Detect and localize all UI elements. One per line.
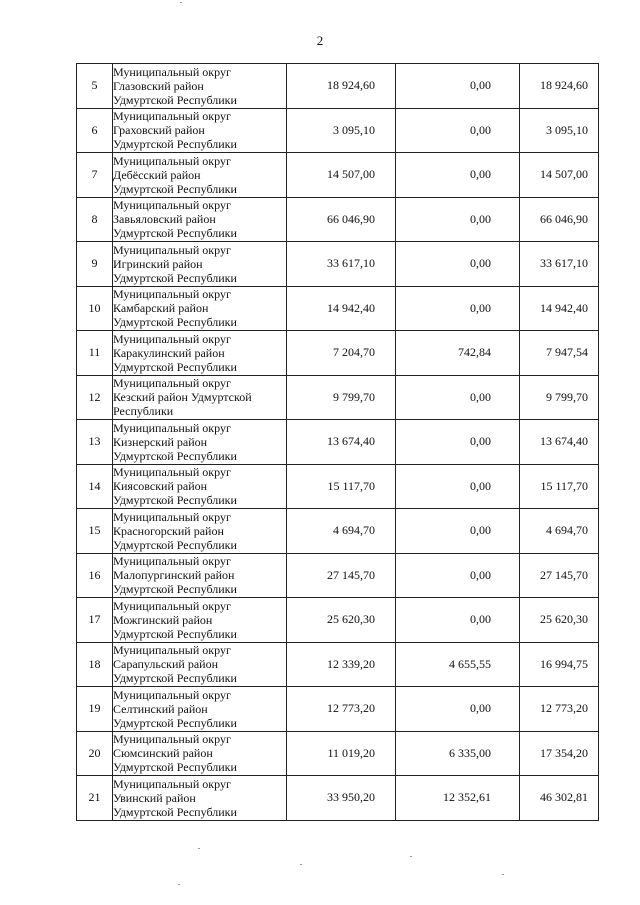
district-name-line: Республики — [113, 404, 174, 419]
row-number: 21 — [77, 776, 113, 821]
district-name-line: Удмуртской Республики — [113, 92, 237, 107]
district-name-line: Дебёсский район — [113, 167, 201, 182]
amount-cell-1: 11 019,20 — [287, 731, 396, 776]
amount-cell-1: 66 046,90 — [287, 197, 396, 242]
district-name-cell — [113, 375, 287, 420]
district-name-line: Удмуртской Республики — [113, 448, 237, 463]
scan-speck — [300, 864, 302, 865]
district-name-line: Удмуртской Республики — [113, 270, 237, 285]
row-number: 18 — [77, 642, 113, 687]
amount-total-cell: 15 117,70 — [520, 464, 599, 509]
district-name-cell — [113, 64, 287, 109]
district-name-line: Граховский район — [113, 123, 205, 138]
district-name-line: Муниципальный округ — [113, 776, 231, 791]
district-name-line: Удмуртской Республики — [113, 760, 237, 775]
district-name-line: Красногорский район — [113, 523, 224, 538]
district-name-line: Муниципальный округ — [113, 109, 231, 124]
amount-total-cell: 12 773,20 — [520, 687, 599, 732]
row-number: 16 — [77, 553, 113, 598]
amount-cell-1: 33 617,10 — [287, 242, 396, 287]
district-name-line: Удмуртской Республики — [113, 804, 237, 819]
amount-cell-1: 18 924,60 — [287, 64, 396, 109]
budget-table — [76, 63, 599, 821]
scan-speck — [198, 848, 200, 849]
amount-cell-2: 0,00 — [396, 687, 520, 732]
amount-cell-2: 0,00 — [396, 153, 520, 198]
table-row — [77, 375, 599, 420]
amount-cell-2: 6 335,00 — [396, 731, 520, 776]
row-number: 17 — [77, 598, 113, 643]
amount-total-cell: 46 302,81 — [520, 776, 599, 821]
district-name-line: Муниципальный округ — [113, 64, 231, 79]
district-name-cell — [113, 197, 287, 242]
district-name-cell — [113, 286, 287, 331]
scan-speck — [180, 2, 182, 3]
table-row — [77, 598, 599, 643]
amount-cell-1: 7 204,70 — [287, 331, 396, 376]
district-name-line: Глазовский район — [113, 78, 204, 93]
scan-speck — [502, 874, 504, 875]
row-number: 12 — [77, 375, 113, 420]
row-number: 8 — [77, 197, 113, 242]
district-name-line: Муниципальный округ — [113, 465, 231, 480]
table-row — [77, 509, 599, 554]
district-name-cell — [113, 108, 287, 153]
amount-total-cell: 13 674,40 — [520, 420, 599, 465]
row-number: 14 — [77, 464, 113, 509]
district-name-line: Сюмсинский район — [113, 746, 213, 761]
district-name-cell — [113, 776, 287, 821]
amount-cell-1: 25 620,30 — [287, 598, 396, 643]
table-row — [77, 687, 599, 732]
amount-total-cell: 17 354,20 — [520, 731, 599, 776]
amount-cell-2: 4 655,55 — [396, 642, 520, 687]
amount-cell-1: 12 339,20 — [287, 642, 396, 687]
district-name-cell — [113, 153, 287, 198]
district-name-line: Удмуртской Республики — [113, 315, 237, 330]
amount-cell-2: 0,00 — [396, 553, 520, 598]
table-row — [77, 731, 599, 776]
district-name-line: Муниципальный округ — [113, 376, 231, 391]
row-number: 7 — [77, 153, 113, 198]
amount-cell-2: 742,84 — [396, 331, 520, 376]
amount-total-cell: 14 942,40 — [520, 286, 599, 331]
district-name-line: Каракулинский район — [113, 345, 225, 360]
district-name-line: Игринский район — [113, 256, 203, 271]
district-name-line: Селтинский район — [113, 701, 208, 716]
amount-cell-2: 0,00 — [396, 242, 520, 287]
table-row — [77, 642, 599, 687]
table-row — [77, 331, 599, 376]
row-number: 10 — [77, 286, 113, 331]
table-row — [77, 108, 599, 153]
table-body — [77, 64, 599, 821]
row-number: 13 — [77, 420, 113, 465]
amount-cell-1: 12 773,20 — [287, 687, 396, 732]
amount-total-cell: 66 046,90 — [520, 197, 599, 242]
amount-cell-1: 27 145,70 — [287, 553, 396, 598]
amount-cell-1: 9 799,70 — [287, 375, 396, 420]
amount-cell-1: 4 694,70 — [287, 509, 396, 554]
district-name-line: Муниципальный округ — [113, 598, 231, 613]
amount-cell-2: 0,00 — [396, 509, 520, 554]
amount-total-cell: 18 924,60 — [520, 64, 599, 109]
district-name-line: Удмуртской Республики — [113, 715, 237, 730]
table-row — [77, 776, 599, 821]
district-name-cell — [113, 642, 287, 687]
district-name-cell — [113, 598, 287, 643]
district-name-line: Удмуртской Республики — [113, 181, 237, 196]
table-row — [77, 197, 599, 242]
amount-cell-2: 0,00 — [396, 598, 520, 643]
district-name-cell — [113, 464, 287, 509]
row-number: 20 — [77, 731, 113, 776]
amount-cell-2: 0,00 — [396, 375, 520, 420]
district-name-line: Камбарский район — [113, 301, 209, 316]
district-name-line: Удмуртской Республики — [113, 671, 237, 686]
district-name-line: Удмуртской Республики — [113, 493, 237, 508]
amount-total-cell: 3 095,10 — [520, 108, 599, 153]
district-name-line: Сарапульский район — [113, 657, 219, 672]
district-name-line: Муниципальный округ — [113, 331, 231, 346]
row-number: 9 — [77, 242, 113, 287]
amount-cell-1: 14 942,40 — [287, 286, 396, 331]
table-row — [77, 153, 599, 198]
district-name-line: Малопургинский район — [113, 568, 235, 583]
amount-cell-2: 12 352,61 — [396, 776, 520, 821]
amount-cell-2: 0,00 — [396, 197, 520, 242]
table-row — [77, 242, 599, 287]
district-name-line: Муниципальный округ — [113, 732, 231, 747]
district-name-cell — [113, 553, 287, 598]
amount-total-cell: 9 799,70 — [520, 375, 599, 420]
district-name-line: Муниципальный округ — [113, 554, 231, 569]
district-name-line: Муниципальный округ — [113, 198, 231, 213]
district-name-line: Муниципальный округ — [113, 643, 231, 658]
district-name-line: Кизнерский район — [113, 434, 208, 449]
district-name-cell — [113, 731, 287, 776]
row-number: 11 — [77, 331, 113, 376]
amount-cell-1: 3 095,10 — [287, 108, 396, 153]
district-name-line: Муниципальный округ — [113, 287, 231, 302]
row-number: 6 — [77, 108, 113, 153]
district-name-line: Удмуртской Республики — [113, 226, 237, 241]
district-name-cell — [113, 420, 287, 465]
row-number: 19 — [77, 687, 113, 732]
amount-cell-1: 15 117,70 — [287, 464, 396, 509]
amount-cell-1: 33 950,20 — [287, 776, 396, 821]
amount-total-cell: 27 145,70 — [520, 553, 599, 598]
amount-total-cell: 7 947,54 — [520, 331, 599, 376]
page-number: 2 — [316, 33, 324, 48]
district-name-cell — [113, 242, 287, 287]
table-row — [77, 420, 599, 465]
district-name-line: Удмуртской Республики — [113, 626, 237, 641]
table-row — [77, 553, 599, 598]
amount-total-cell: 14 507,00 — [520, 153, 599, 198]
district-name-line: Удмуртской Республики — [113, 137, 237, 152]
scan-speck — [410, 856, 412, 857]
amount-cell-2: 0,00 — [396, 286, 520, 331]
district-name-line: Муниципальный округ — [113, 153, 231, 168]
district-name-line: Киясовский район — [113, 479, 208, 494]
district-name-cell — [113, 687, 287, 732]
amount-cell-2: 0,00 — [396, 420, 520, 465]
row-number: 5 — [77, 64, 113, 109]
district-name-line: Удмуртской Республики — [113, 537, 237, 552]
district-name-line: Кезский район Удмуртской — [113, 390, 252, 405]
district-name-line: Муниципальный округ — [113, 509, 231, 524]
amount-total-cell: 33 617,10 — [520, 242, 599, 287]
district-name-line: Муниципальный округ — [113, 687, 231, 702]
district-name-line: Муниципальный округ — [113, 420, 231, 435]
amount-total-cell: 4 694,70 — [520, 509, 599, 554]
table-row — [77, 464, 599, 509]
amount-total-cell: 16 994,75 — [520, 642, 599, 687]
amount-cell-2: 0,00 — [396, 464, 520, 509]
district-name-line: Муниципальный округ — [113, 242, 231, 257]
district-name-line: Увинский район — [113, 790, 196, 805]
district-name-line: Удмуртской Республики — [113, 359, 237, 374]
district-name-cell — [113, 331, 287, 376]
district-name-line: Удмуртской Республики — [113, 582, 237, 597]
amount-cell-2: 0,00 — [396, 64, 520, 109]
amount-total-cell: 25 620,30 — [520, 598, 599, 643]
table-row — [77, 64, 599, 109]
amount-cell-2: 0,00 — [396, 108, 520, 153]
scan-speck — [178, 884, 180, 885]
amount-cell-1: 13 674,40 — [287, 420, 396, 465]
district-name-line: Завьяловский район — [113, 212, 216, 227]
district-name-cell — [113, 509, 287, 554]
row-number: 15 — [77, 509, 113, 554]
district-name-line: Можгинский район — [113, 612, 213, 627]
amount-cell-1: 14 507,00 — [287, 153, 396, 198]
table-row — [77, 286, 599, 331]
